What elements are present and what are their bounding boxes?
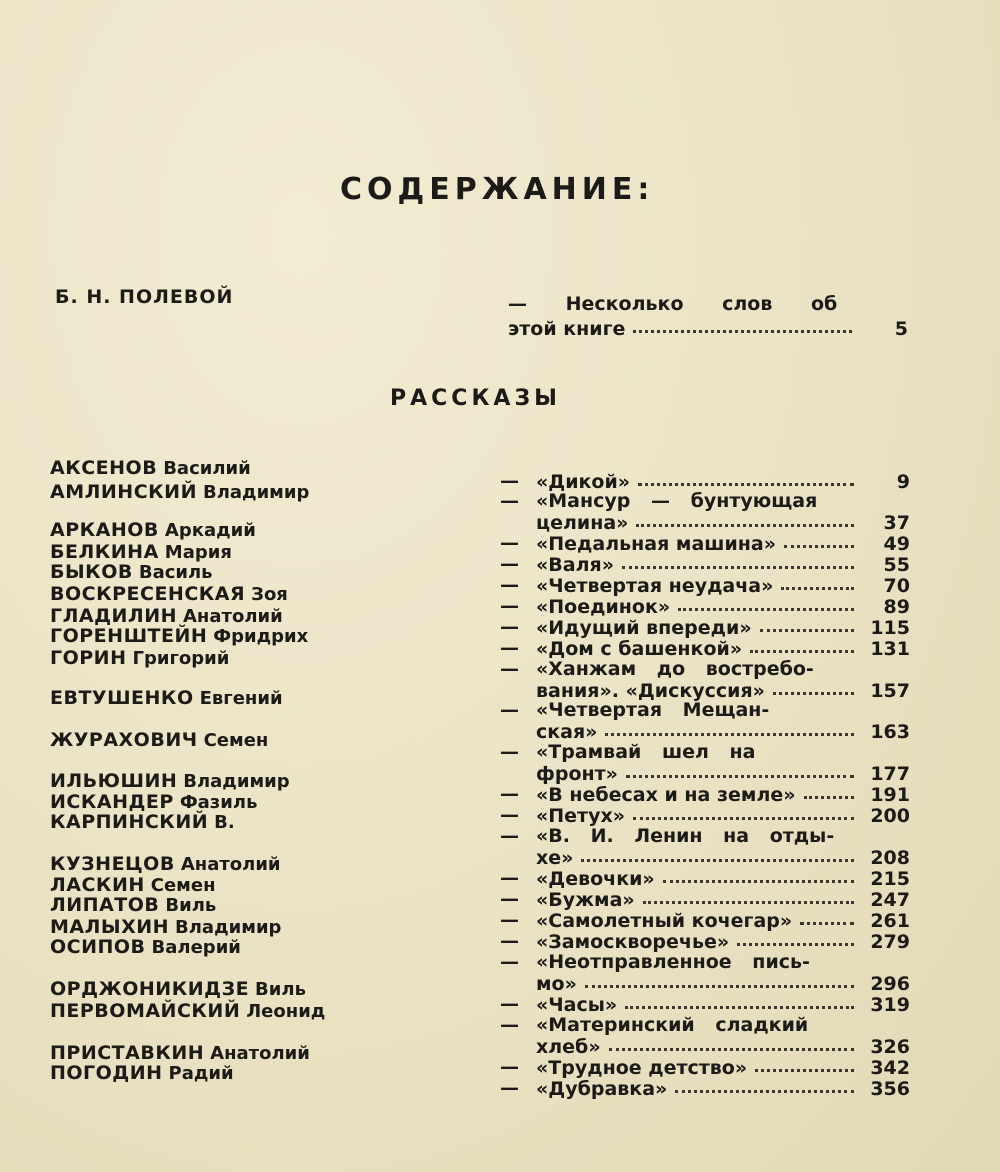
author-given-name: Зоя bbox=[251, 584, 288, 605]
story-title: «Неотправленное пись- bbox=[536, 951, 810, 973]
page-number: 319 bbox=[870, 994, 910, 1016]
page-number: 208 bbox=[870, 847, 910, 869]
dot-leader bbox=[760, 615, 854, 632]
toc-entry bbox=[500, 700, 910, 743]
dot-leader bbox=[605, 719, 854, 736]
toc-entry bbox=[500, 659, 910, 702]
story-title: «Четвертая Мещан- bbox=[536, 699, 770, 721]
dot-leader bbox=[638, 469, 854, 486]
author-surname: ЛИПАТОВ bbox=[50, 894, 160, 916]
story-title: хе» bbox=[536, 847, 574, 869]
author-given-name: Анатолий bbox=[180, 854, 281, 875]
author-surname: ИЛЬЮШИН bbox=[50, 770, 178, 792]
author-surname: ОРДЖОНИКИДЗЕ bbox=[50, 978, 250, 1000]
entry-line bbox=[536, 659, 910, 680]
entry-dash: — bbox=[500, 699, 519, 721]
author-surname: БЫКОВ bbox=[50, 561, 133, 583]
page-number: 247 bbox=[870, 889, 910, 911]
author-surname: КАРПИНСКИЙ bbox=[50, 811, 209, 833]
entry-dash: — bbox=[500, 1056, 519, 1078]
entry-line bbox=[536, 721, 910, 743]
author-surname: ИСКАНДЕР bbox=[50, 791, 174, 813]
author-surname: ПЕРВОМАЙСКИЙ bbox=[50, 1000, 241, 1022]
entry-dash: — bbox=[500, 825, 519, 847]
entry-dash: — bbox=[500, 595, 519, 617]
author-name bbox=[50, 812, 235, 833]
author-given-name: Виль bbox=[255, 979, 306, 1000]
toc-entry bbox=[500, 952, 910, 995]
page-number: 37 bbox=[883, 512, 910, 534]
dot-leader bbox=[625, 992, 854, 1009]
author-name bbox=[50, 584, 288, 605]
author-given-name: Василий bbox=[163, 458, 251, 479]
entry-line bbox=[536, 1078, 910, 1100]
author-name bbox=[50, 562, 213, 583]
intro-line-1: — Несколько слов об bbox=[508, 293, 838, 315]
entry-dash: — bbox=[500, 1014, 519, 1036]
entry-line bbox=[536, 638, 910, 660]
section-title: РАССКАЗЫ bbox=[390, 386, 561, 411]
author-surname: ГОРИН bbox=[50, 647, 127, 669]
page-number: 326 bbox=[870, 1036, 910, 1058]
toc-entry bbox=[500, 491, 910, 534]
intro-line-2: этой книге bbox=[508, 318, 626, 340]
intro-entry bbox=[508, 292, 908, 342]
story-title: «Замоскворечье» bbox=[536, 931, 730, 953]
page-number: 200 bbox=[870, 805, 910, 827]
page-number: 131 bbox=[870, 638, 910, 660]
intro-page-number: 5 bbox=[894, 318, 908, 340]
author-surname: ПРИСТАВКИН bbox=[50, 1042, 205, 1064]
author-given-name: Аркадий bbox=[164, 520, 256, 541]
author-given-name: Владимир bbox=[202, 482, 310, 503]
page-number: 177 bbox=[870, 763, 910, 785]
entry-dash: — bbox=[500, 637, 519, 659]
entry-dash: — bbox=[500, 741, 519, 763]
entry-dash: — bbox=[500, 658, 519, 680]
toc-entry bbox=[500, 1015, 910, 1058]
author-given-name: Фридрих bbox=[213, 626, 309, 647]
author-surname: ЖУРАХОВИЧ bbox=[50, 729, 198, 751]
author-name bbox=[50, 917, 281, 938]
author-given-name: Леонид bbox=[246, 1001, 326, 1022]
toc-entry bbox=[500, 742, 910, 785]
story-title: ская» bbox=[536, 721, 598, 743]
author-surname: МАЛЫХИН bbox=[50, 916, 170, 938]
author-name bbox=[50, 875, 216, 896]
entry-dash: — bbox=[500, 553, 519, 575]
author-name bbox=[50, 1001, 325, 1022]
author-surname: ОСИПОВ bbox=[50, 936, 146, 958]
author-surname: ГОРЕНШТЕЙН bbox=[50, 625, 208, 647]
author-surname: ВОСКРЕСЕНСКАЯ bbox=[50, 583, 246, 605]
entry-dash: — bbox=[500, 616, 519, 638]
entry-line bbox=[536, 931, 910, 953]
author-given-name: Семен bbox=[203, 730, 269, 751]
entry-dash: — bbox=[500, 783, 519, 805]
author-surname: БЕЛКИНА bbox=[50, 541, 159, 563]
dot-leader bbox=[663, 866, 854, 883]
entry-line bbox=[536, 1015, 910, 1036]
story-title: фронт» bbox=[536, 763, 618, 785]
dot-leader bbox=[804, 782, 854, 799]
author-name bbox=[50, 979, 306, 1000]
page-number: 296 bbox=[870, 973, 910, 995]
story-title: «Четвертая неудача» bbox=[536, 575, 774, 597]
author-surname: ЕВТУШЕНКО bbox=[50, 687, 194, 709]
page-number: 342 bbox=[870, 1057, 910, 1079]
dot-leader bbox=[678, 594, 854, 611]
page-number: 55 bbox=[883, 554, 910, 576]
dot-leader bbox=[581, 845, 854, 862]
dot-leader bbox=[781, 573, 854, 590]
author-given-name: Фазиль bbox=[179, 792, 258, 813]
story-title: «Дикой» bbox=[536, 471, 631, 493]
author-given-name: В. bbox=[214, 812, 235, 833]
toc-entry bbox=[500, 826, 910, 869]
dot-leader bbox=[773, 678, 854, 695]
dot-leader bbox=[633, 803, 854, 820]
author-name bbox=[50, 606, 283, 627]
author-given-name: Владимир bbox=[175, 917, 282, 938]
entry-line bbox=[536, 805, 910, 827]
story-title: «Мансур — бунтующая bbox=[536, 490, 818, 512]
toc-entry bbox=[500, 994, 910, 1016]
author-name bbox=[50, 792, 257, 813]
author-name bbox=[50, 937, 241, 958]
story-title: «Девочки» bbox=[536, 868, 655, 890]
author-name bbox=[50, 895, 216, 916]
page-number: 356 bbox=[870, 1078, 910, 1100]
story-title: «Педальная машина» bbox=[536, 533, 776, 555]
dot-leader bbox=[636, 510, 854, 527]
story-title: «Трамвай шел на bbox=[536, 741, 756, 763]
entry-dash: — bbox=[500, 951, 519, 973]
entry-dash: — bbox=[500, 470, 519, 492]
entry-line bbox=[536, 700, 910, 721]
story-title: «Валя» bbox=[536, 554, 614, 576]
entry-dash: — bbox=[500, 888, 519, 910]
story-title: хлеб» bbox=[536, 1036, 601, 1058]
author-name bbox=[50, 482, 309, 503]
entry-dash: — bbox=[500, 867, 519, 889]
story-title: «Бужма» bbox=[536, 889, 635, 911]
entry-line bbox=[536, 826, 910, 847]
author-surname: АКСЕНОВ bbox=[50, 457, 158, 479]
dot-leader bbox=[750, 636, 854, 653]
dot-leader bbox=[755, 1055, 854, 1072]
author-given-name: Мария bbox=[164, 542, 232, 563]
author-given-name: Семен bbox=[150, 875, 216, 896]
page-number: 191 bbox=[870, 784, 910, 806]
author-name bbox=[50, 648, 229, 669]
entry-dash: — bbox=[500, 909, 519, 931]
story-title: «Самолетный кочегар» bbox=[536, 910, 793, 932]
author-name bbox=[50, 542, 232, 563]
story-title: «Дом с башенкой» bbox=[536, 638, 743, 660]
author-name bbox=[50, 854, 281, 875]
author-given-name: Василь bbox=[138, 562, 213, 583]
story-title: «Дубравка» bbox=[536, 1078, 668, 1100]
page-number: 163 bbox=[870, 721, 910, 743]
entry-line bbox=[536, 952, 910, 973]
page-number: 70 bbox=[883, 575, 910, 597]
dot-leader bbox=[737, 929, 854, 946]
author-given-name: Виль bbox=[165, 895, 217, 916]
story-title: «Трудное детство» bbox=[536, 1057, 748, 1079]
page-number: 279 bbox=[870, 931, 910, 953]
entry-dash: — bbox=[500, 1077, 519, 1099]
author-name bbox=[50, 458, 251, 479]
story-title: мо» bbox=[536, 973, 577, 995]
author-given-name: Анатолий bbox=[210, 1043, 310, 1064]
author-surname: АРКАНОВ bbox=[50, 519, 159, 541]
dot-leader bbox=[609, 1034, 854, 1051]
page-number: 115 bbox=[870, 617, 910, 639]
toc-entry bbox=[500, 1078, 910, 1100]
entry-line bbox=[536, 491, 910, 512]
author-given-name: Владимир bbox=[183, 771, 290, 792]
page-number: 157 bbox=[870, 680, 910, 702]
author-given-name: Валерий bbox=[151, 937, 241, 958]
toc-entry bbox=[500, 638, 910, 660]
toc-entry bbox=[500, 805, 910, 827]
story-title: «Петух» bbox=[536, 805, 625, 827]
author-name bbox=[50, 1063, 234, 1084]
page-number: 215 bbox=[870, 868, 910, 890]
story-title: «Материнский сладкий bbox=[536, 1014, 809, 1036]
story-title: целина» bbox=[536, 512, 629, 534]
entry-dash: — bbox=[500, 490, 519, 512]
author-name bbox=[50, 688, 283, 709]
story-title: «Идущий впереди» bbox=[536, 617, 752, 639]
story-title: «Ханжам до востребо- bbox=[536, 658, 814, 680]
entry-dash: — bbox=[500, 532, 519, 554]
page-number: 89 bbox=[883, 596, 910, 618]
story-title: «В. И. Ленин на отды- bbox=[536, 825, 835, 847]
page-number: 49 bbox=[883, 533, 910, 555]
dot-leader bbox=[626, 761, 854, 778]
dot-leader bbox=[633, 316, 852, 333]
page-title: СОДЕРЖАНИЕ: bbox=[340, 172, 655, 207]
dot-leader bbox=[585, 971, 854, 988]
entry-dash: — bbox=[500, 993, 519, 1015]
entry-dash: — bbox=[500, 574, 519, 596]
story-title: «Часы» bbox=[536, 994, 618, 1016]
story-title: «Поединок» bbox=[536, 596, 671, 618]
author-surname: ЛАСКИН bbox=[50, 874, 145, 896]
entry-dash: — bbox=[500, 930, 519, 952]
author-name bbox=[50, 520, 256, 541]
dot-leader bbox=[800, 908, 854, 925]
story-title: вания». «Дискуссия» bbox=[536, 680, 765, 702]
author-surname: КУЗНЕЦОВ bbox=[50, 853, 175, 875]
author-surname: ГЛАДИЛИН bbox=[50, 605, 177, 627]
author-name bbox=[50, 771, 290, 792]
author-surname: ПОГОДИН bbox=[50, 1062, 163, 1084]
page-number: 261 bbox=[870, 910, 910, 932]
entry-dash: — bbox=[500, 804, 519, 826]
author-name bbox=[50, 1043, 310, 1064]
dot-leader bbox=[643, 887, 854, 904]
author-given-name: Евгений bbox=[199, 688, 283, 709]
author-given-name: Радий bbox=[168, 1063, 234, 1084]
intro-author: Б. Н. ПОЛЕВОЙ bbox=[55, 286, 234, 308]
author-given-name: Анатолий bbox=[183, 606, 283, 627]
dot-leader bbox=[784, 531, 854, 548]
author-surname: АМЛИНСКИЙ bbox=[50, 481, 197, 503]
author-name bbox=[50, 730, 268, 751]
dot-leader bbox=[675, 1076, 854, 1093]
entry-line bbox=[536, 742, 910, 763]
dot-leader bbox=[622, 552, 854, 569]
author-name bbox=[50, 626, 308, 647]
author-given-name: Григорий bbox=[132, 648, 230, 669]
story-title: «В небесах и на земле» bbox=[536, 784, 796, 806]
page-number: 9 bbox=[896, 471, 910, 493]
entry-line bbox=[536, 994, 910, 1016]
toc-entry bbox=[500, 931, 910, 953]
